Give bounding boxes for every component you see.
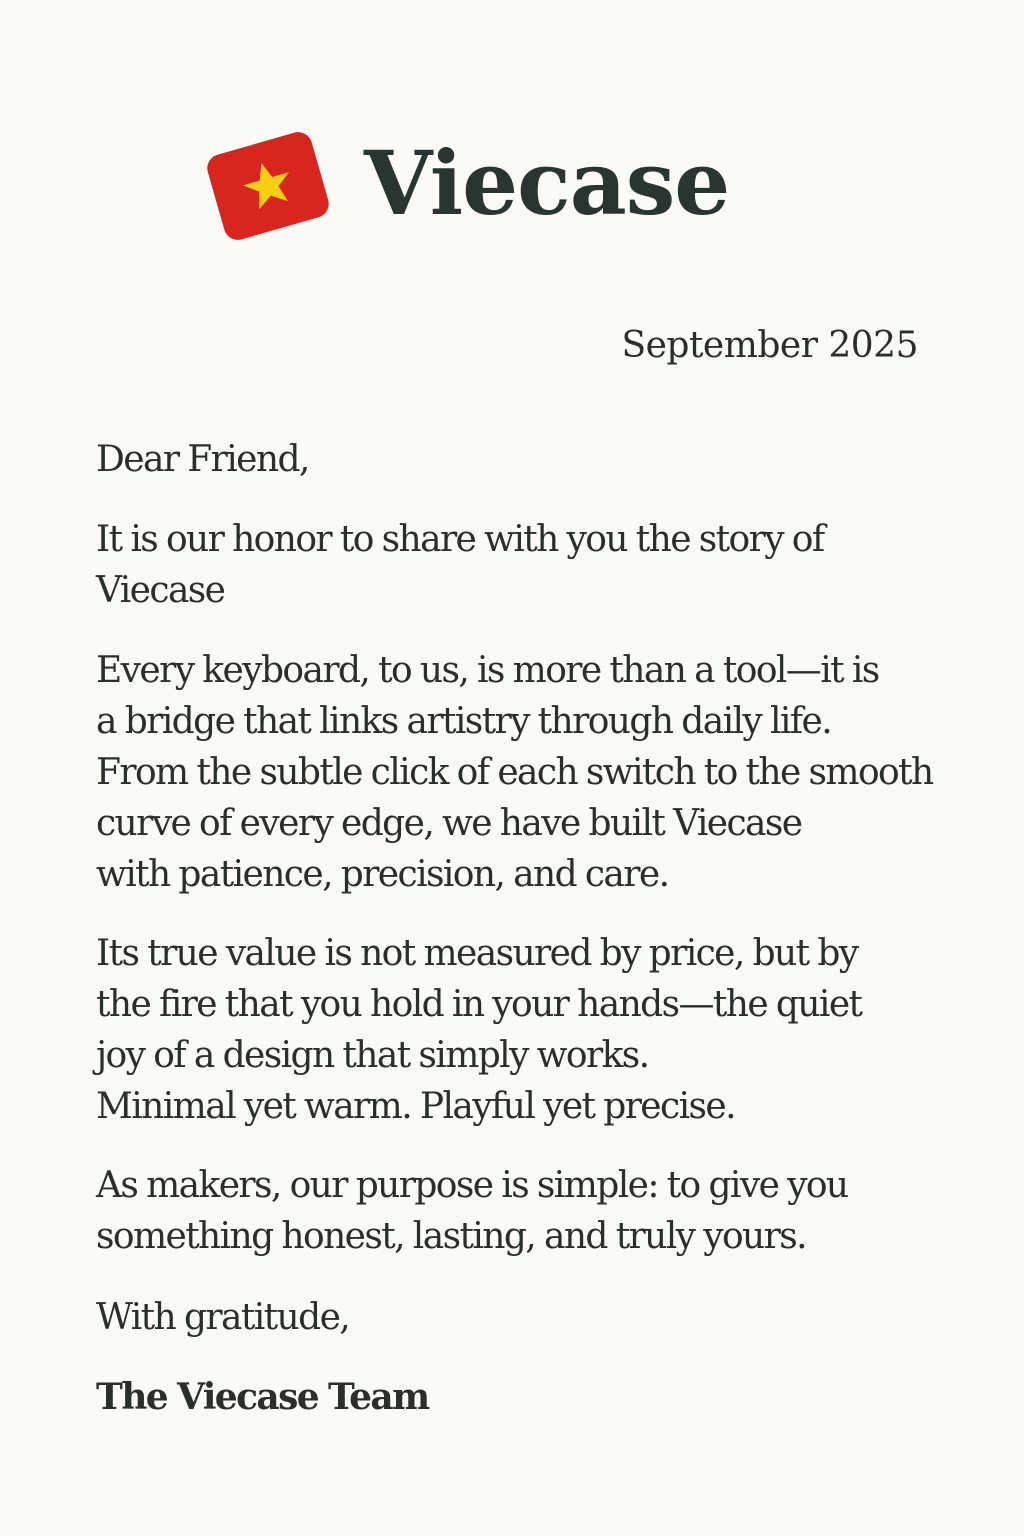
closing-line: With gratitude, — [96, 1297, 350, 1338]
paragraph-intro — [96, 514, 976, 616]
paragraph-value — [96, 928, 976, 1132]
letter-date: September 2025 — [621, 325, 918, 366]
greeting: Dear Friend, — [96, 439, 309, 480]
paragraph-line: something honest, lasting, and truly yours. — [96, 1216, 806, 1257]
paragraph-purpose — [96, 1160, 976, 1262]
vietnam-flag-tile-icon — [192, 120, 342, 252]
paragraph-line: From the subtle click of each switch to the smooth — [96, 752, 933, 793]
paragraph-line: curve of every edge, we have built Viecase — [96, 803, 802, 844]
paragraph-line: joy of a design that simply works. — [96, 1035, 649, 1076]
paragraph-line: with patience, precision, and care. — [96, 854, 669, 895]
paragraph-line: As makers, our purpose is simple: to give you — [96, 1165, 848, 1206]
paragraph-line: Minimal yet warm. Playful yet precise. — [96, 1086, 735, 1127]
brand-name: Viecase — [364, 131, 730, 235]
signature: The Viecase Team — [96, 1376, 429, 1418]
brand-header — [192, 120, 772, 252]
paragraph-line: the fire that you hold in your hands—the quiet — [96, 984, 862, 1025]
paragraph-line: Viecase — [96, 570, 225, 611]
paragraph-line: a bridge that links artistry through daily life. — [96, 701, 832, 742]
paragraph-line: Every keyboard, to us, is more than a tool—it is — [96, 650, 879, 691]
paragraph-craft — [96, 645, 976, 900]
paragraph-line: It is our honor to share with you the story of — [96, 519, 824, 560]
paragraph-line: Its true value is not measured by price, but by — [96, 933, 858, 974]
